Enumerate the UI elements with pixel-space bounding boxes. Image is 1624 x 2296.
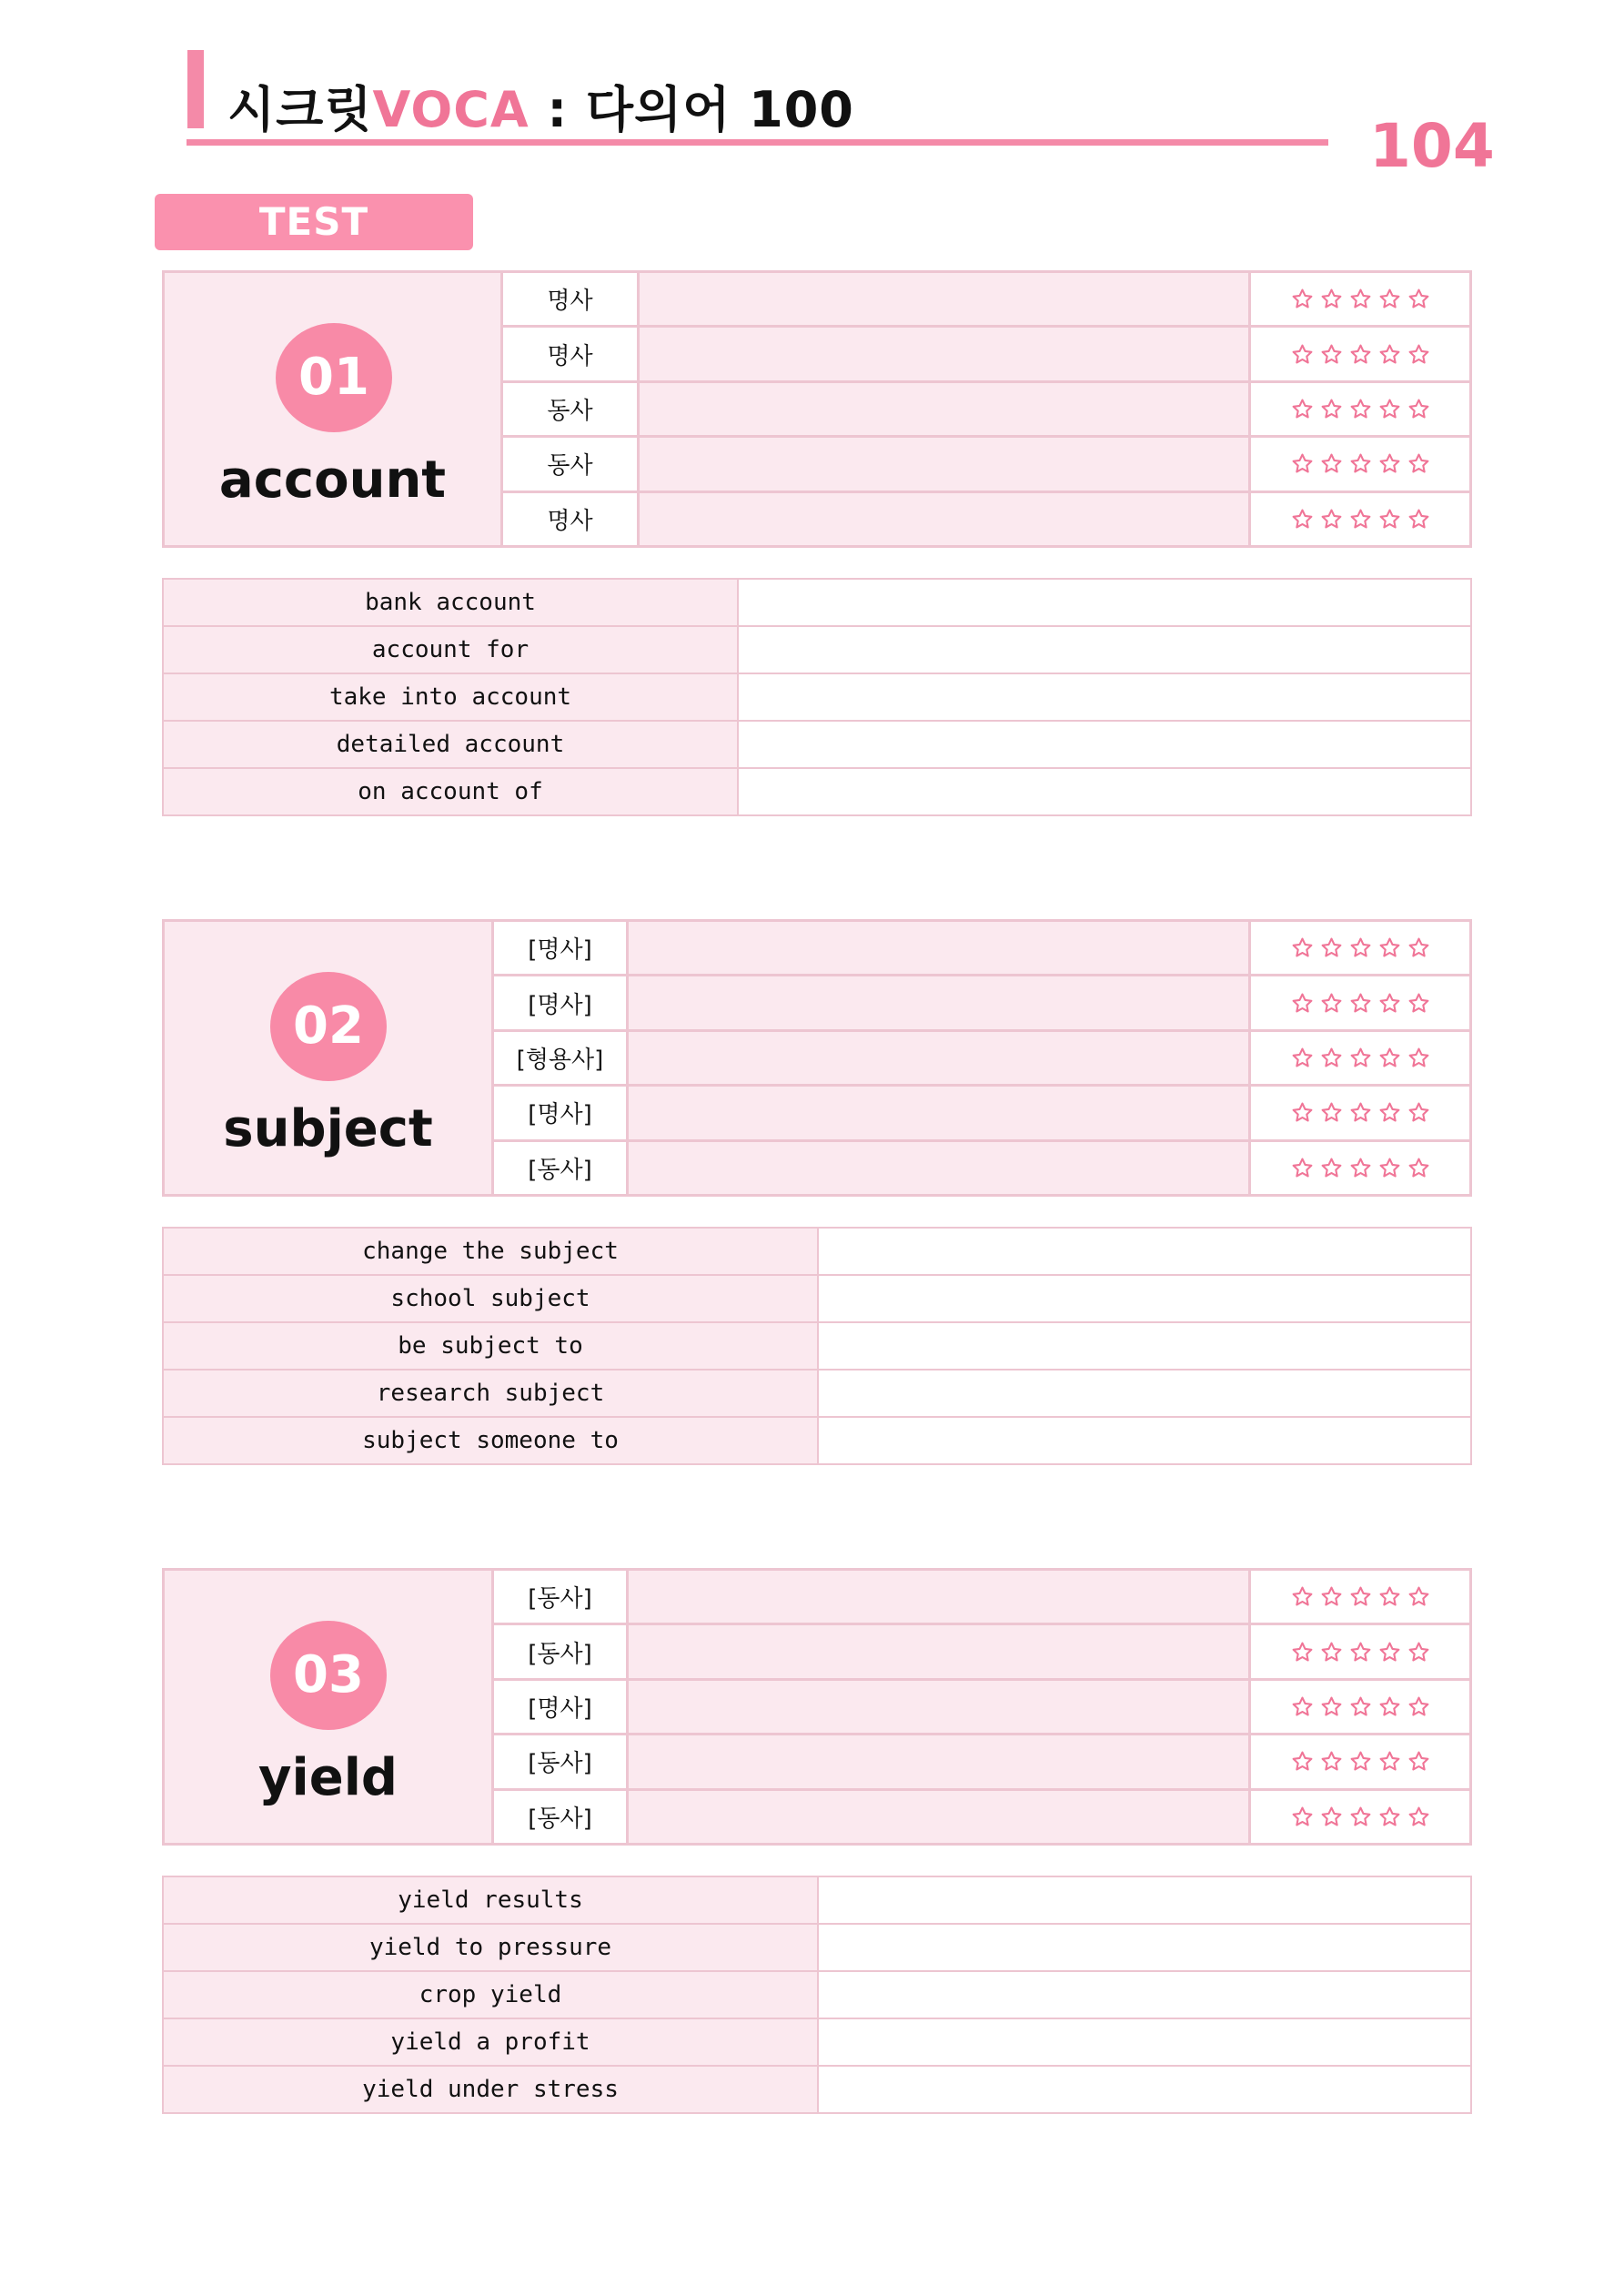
part-of-speech: 동사 (503, 438, 640, 490)
phrase-row (164, 1276, 1470, 1323)
phrase-row (164, 627, 1470, 674)
word-header (165, 1571, 494, 1843)
star-icon[interactable] (1378, 1750, 1401, 1773)
part-of-speech: 명사 (503, 328, 640, 379)
word-number-badge: 03 (270, 1621, 387, 1730)
meaning-answer-field[interactable] (629, 1791, 1251, 1843)
meaning-row (503, 438, 1469, 492)
page-number: 104 (1369, 111, 1495, 181)
word-title: account (218, 450, 447, 510)
phrase-text: subject someone to (164, 1418, 819, 1463)
star-icon[interactable] (1320, 936, 1343, 959)
phrase-answer-field[interactable] (819, 1229, 1470, 1274)
phrase-answer-field[interactable] (819, 1371, 1470, 1416)
phrase-answer-field[interactable] (819, 1276, 1470, 1321)
phrase-text: yield under stress (164, 2067, 819, 2112)
star-rating[interactable] (1251, 1032, 1469, 1084)
star-icon[interactable] (1407, 1101, 1430, 1124)
meaning-answer-field[interactable] (629, 1681, 1251, 1733)
part-of-speech: [동사] (494, 1571, 629, 1623)
star-icon[interactable] (1349, 1047, 1372, 1069)
phrase-answer-field[interactable] (819, 2067, 1470, 2112)
phrase-answer-field[interactable] (819, 1972, 1470, 2018)
star-icon[interactable] (1291, 1585, 1314, 1608)
phrase-text: be subject to (164, 1323, 819, 1369)
part-of-speech: [명사] (494, 976, 629, 1028)
part-of-speech: [동사] (494, 1625, 629, 1677)
meaning-row (503, 273, 1469, 328)
phrase-table-02 (162, 1227, 1472, 1465)
phrase-text: on account of (164, 769, 739, 814)
star-icon[interactable] (1407, 1695, 1430, 1718)
star-icon[interactable] (1349, 343, 1372, 366)
phrase-answer-field[interactable] (739, 722, 1470, 767)
phrase-row (164, 1323, 1470, 1371)
star-icon[interactable] (1291, 1101, 1314, 1124)
meaning-row (494, 1571, 1469, 1625)
star-icon[interactable] (1291, 1750, 1314, 1773)
word-title: subject (223, 1099, 433, 1158)
phrase-row (164, 1972, 1470, 2019)
star-icon[interactable] (1349, 1641, 1372, 1664)
star-rating[interactable] (1251, 922, 1469, 974)
phrase-text: research subject (164, 1371, 819, 1416)
star-icon[interactable] (1349, 936, 1372, 959)
star-icon[interactable] (1291, 343, 1314, 366)
phrase-row (164, 1229, 1470, 1276)
phrase-row (164, 674, 1470, 722)
phrase-answer-field[interactable] (819, 1877, 1470, 1923)
meaning-row (494, 1735, 1469, 1790)
star-icon[interactable] (1349, 1101, 1372, 1124)
meaning-answer-field[interactable] (629, 1087, 1251, 1138)
star-icon[interactable] (1407, 398, 1430, 420)
phrase-row (164, 2019, 1470, 2067)
word-number-badge: 02 (270, 972, 387, 1081)
part-of-speech: [명사] (494, 922, 629, 974)
phrase-text: yield a profit (164, 2019, 819, 2065)
star-icon[interactable] (1349, 288, 1372, 310)
meaning-row (494, 1681, 1469, 1735)
meaning-answer-field[interactable] (640, 273, 1251, 325)
part-of-speech: [동사] (494, 1791, 629, 1843)
star-icon[interactable] (1407, 936, 1430, 959)
part-of-speech: 동사 (503, 383, 640, 435)
part-of-speech: 명사 (503, 493, 640, 545)
star-icon[interactable] (1378, 1157, 1401, 1179)
meaning-rows (494, 1571, 1469, 1843)
phrase-answer-field[interactable] (739, 580, 1470, 625)
phrase-answer-field[interactable] (819, 2019, 1470, 2065)
star-icon[interactable] (1407, 452, 1430, 475)
meaning-row (494, 1625, 1469, 1680)
word-number-badge: 01 (276, 323, 392, 432)
test-badge: TEST (155, 194, 473, 250)
star-icon[interactable] (1320, 1585, 1343, 1608)
phrase-answer-field[interactable] (739, 769, 1470, 814)
star-rating[interactable] (1251, 1681, 1469, 1733)
phrase-text: yield to pressure (164, 1925, 819, 1970)
star-icon[interactable] (1407, 288, 1430, 310)
word-header (165, 922, 494, 1194)
phrase-text: yield results (164, 1877, 819, 1923)
star-icon[interactable] (1378, 1641, 1401, 1664)
star-rating[interactable] (1251, 1571, 1469, 1623)
part-of-speech: [동사] (494, 1735, 629, 1787)
star-icon[interactable] (1378, 288, 1401, 310)
meaning-row (494, 1142, 1469, 1194)
phrase-text: change the subject (164, 1229, 819, 1274)
phrase-answer-field[interactable] (739, 674, 1470, 720)
star-icon[interactable] (1291, 288, 1314, 310)
star-icon[interactable] (1407, 508, 1430, 531)
word-block-02 (162, 919, 1472, 1197)
star-icon[interactable] (1291, 1695, 1314, 1718)
phrase-row (164, 1877, 1470, 1925)
star-icon[interactable] (1320, 1695, 1343, 1718)
star-icon[interactable] (1320, 1101, 1343, 1124)
star-icon[interactable] (1349, 398, 1372, 420)
star-icon[interactable] (1320, 992, 1343, 1015)
phrase-text: crop yield (164, 1972, 819, 2018)
star-icon[interactable] (1349, 1585, 1372, 1608)
star-icon[interactable] (1349, 1805, 1372, 1828)
word-block-03 (162, 1568, 1472, 1846)
star-icon[interactable] (1349, 452, 1372, 475)
star-icon[interactable] (1378, 508, 1401, 531)
star-icon[interactable] (1291, 1047, 1314, 1069)
star-icon[interactable] (1378, 1695, 1401, 1718)
phrase-answer-field[interactable] (819, 1323, 1470, 1369)
star-rating[interactable] (1251, 383, 1469, 435)
star-icon[interactable] (1349, 508, 1372, 531)
star-icon[interactable] (1378, 936, 1401, 959)
star-rating[interactable] (1251, 273, 1469, 325)
phrase-text: take into account (164, 674, 739, 720)
star-icon[interactable] (1378, 992, 1401, 1015)
meaning-answer-field[interactable] (629, 1142, 1251, 1194)
page-title (227, 71, 854, 141)
star-icon[interactable] (1378, 452, 1401, 475)
star-icon[interactable] (1407, 1805, 1430, 1828)
star-icon[interactable] (1320, 343, 1343, 366)
meaning-answer-field[interactable] (629, 1625, 1251, 1677)
part-of-speech: [동사] (494, 1142, 629, 1194)
meaning-answer-field[interactable] (640, 383, 1251, 435)
star-rating[interactable] (1251, 1625, 1469, 1677)
phrase-row (164, 722, 1470, 769)
header-accent-bar (187, 50, 204, 128)
meaning-row (503, 383, 1469, 438)
star-rating[interactable] (1251, 1735, 1469, 1787)
meaning-row (494, 1032, 1469, 1087)
title-prefix: 시크릿 (227, 81, 373, 138)
star-icon[interactable] (1320, 508, 1343, 531)
phrase-row (164, 2067, 1470, 2112)
star-rating[interactable] (1251, 438, 1469, 490)
star-icon[interactable] (1349, 1750, 1372, 1773)
title-suffix: : 다의어 100 (529, 81, 854, 138)
phrase-row (164, 1418, 1470, 1463)
star-icon[interactable] (1378, 398, 1401, 420)
star-icon[interactable] (1378, 1101, 1401, 1124)
phrase-text: school subject (164, 1276, 819, 1321)
star-icon[interactable] (1320, 1641, 1343, 1664)
star-icon[interactable] (1320, 1805, 1343, 1828)
star-icon[interactable] (1378, 1805, 1401, 1828)
star-icon[interactable] (1320, 398, 1343, 420)
star-icon[interactable] (1291, 1641, 1314, 1664)
word-header (165, 273, 503, 545)
star-rating[interactable] (1251, 1791, 1469, 1843)
meaning-row (503, 328, 1469, 382)
meaning-answer-field[interactable] (640, 493, 1251, 545)
star-icon[interactable] (1407, 1585, 1430, 1608)
meaning-rows (503, 273, 1469, 545)
star-icon[interactable] (1291, 1805, 1314, 1828)
star-icon[interactable] (1291, 936, 1314, 959)
phrase-table-03 (162, 1876, 1472, 2114)
star-icon[interactable] (1407, 343, 1430, 366)
star-rating[interactable] (1251, 1087, 1469, 1138)
star-icon[interactable] (1320, 288, 1343, 310)
meaning-row (503, 493, 1469, 545)
phrase-answer-field[interactable] (819, 1925, 1470, 1970)
star-icon[interactable] (1291, 1157, 1314, 1179)
meaning-answer-field[interactable] (629, 1032, 1251, 1084)
phrase-row (164, 1371, 1470, 1418)
title-accent: VOCA (372, 81, 530, 138)
star-icon[interactable] (1407, 992, 1430, 1015)
star-icon[interactable] (1407, 1641, 1430, 1664)
phrase-row (164, 1925, 1470, 1972)
meaning-answer-field[interactable] (629, 1571, 1251, 1623)
star-icon[interactable] (1349, 1157, 1372, 1179)
star-icon[interactable] (1407, 1157, 1430, 1179)
meaning-row (494, 922, 1469, 976)
star-rating[interactable] (1251, 976, 1469, 1028)
meaning-answer-field[interactable] (629, 922, 1251, 974)
header-underline (187, 139, 1328, 146)
phrase-answer-field[interactable] (819, 1418, 1470, 1463)
star-icon[interactable] (1378, 343, 1401, 366)
phrase-text: account for (164, 627, 739, 673)
star-icon[interactable] (1291, 398, 1314, 420)
star-rating[interactable] (1251, 493, 1469, 545)
star-icon[interactable] (1378, 1585, 1401, 1608)
meaning-rows (494, 922, 1469, 1194)
phrase-answer-field[interactable] (739, 627, 1470, 673)
phrase-table-01 (162, 578, 1472, 816)
star-rating[interactable] (1251, 1142, 1469, 1194)
phrase-row (164, 769, 1470, 814)
star-icon[interactable] (1378, 1047, 1401, 1069)
star-icon[interactable] (1320, 1750, 1343, 1773)
phrase-text: bank account (164, 580, 739, 625)
part-of-speech: 명사 (503, 273, 640, 325)
part-of-speech: [명사] (494, 1681, 629, 1733)
star-icon[interactable] (1349, 1695, 1372, 1718)
star-icon[interactable] (1320, 452, 1343, 475)
meaning-answer-field[interactable] (640, 438, 1251, 490)
meaning-answer-field[interactable] (629, 976, 1251, 1028)
meaning-row (494, 1087, 1469, 1141)
phrase-text: detailed account (164, 722, 739, 767)
part-of-speech: [형용사] (494, 1032, 629, 1084)
meaning-row (494, 1791, 1469, 1843)
meaning-answer-field[interactable] (629, 1735, 1251, 1787)
star-icon[interactable] (1291, 452, 1314, 475)
meaning-row (494, 976, 1469, 1031)
star-icon[interactable] (1320, 1047, 1343, 1069)
word-title: yield (258, 1748, 398, 1807)
star-rating[interactable] (1251, 328, 1469, 379)
meaning-answer-field[interactable] (640, 328, 1251, 379)
star-icon[interactable] (1407, 1750, 1430, 1773)
star-icon[interactable] (1291, 508, 1314, 531)
part-of-speech: [명사] (494, 1087, 629, 1138)
word-block-01 (162, 270, 1472, 548)
star-icon[interactable] (1349, 992, 1372, 1015)
star-icon[interactable] (1320, 1157, 1343, 1179)
phrase-row (164, 580, 1470, 627)
star-icon[interactable] (1291, 992, 1314, 1015)
star-icon[interactable] (1407, 1047, 1430, 1069)
